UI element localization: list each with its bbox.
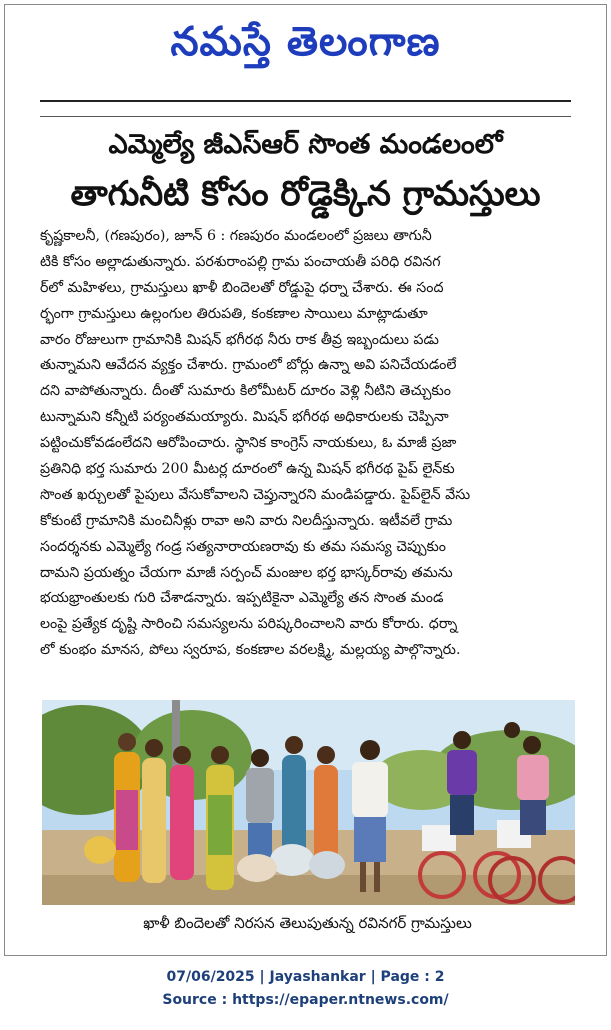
body-line: కృష్ణకాలనీ, (గణపురం), జూన్ 6 : గణపురం మండలంలో ప్రజలు తాగునీ — [40, 228, 432, 244]
top-divider-thin — [40, 116, 571, 117]
article-kicker: ఎమ్మెల్యే జీఎస్ఆర్ సొంత మండలంలో — [108, 129, 503, 160]
article-body — [40, 224, 575, 694]
woman-figure — [142, 739, 166, 883]
body-line: టికి కోసం అల్లాడుతున్నారు. పరశురాంపల్లి గ్రామ పంచాయతీ పరిధి రవినగ — [40, 253, 441, 270]
photo-caption: ఖాళీ బిందెలతో నిరసన తెలుపుతున్న రవినగర్ గ్రామస్తులు — [143, 914, 472, 932]
body-line: సందర్శనకు ఎమ్మెల్యే గండ్ర సత్యనారాయణరావు కు తమ సమస్య చెప్పుకుం — [40, 538, 446, 555]
body-line: దని వాపోతున్నారు. దీంతో సుమారు కిలోమీటర్ దూరం వెళ్లి నీటిని తెచ్చుకుం — [40, 383, 451, 400]
body-line: టున్నామని కన్నీటి పర్యంతమయ్యారు. మిషన్ భగీరథ అధికారులకు చెప్పినా — [40, 409, 449, 426]
woman-figure — [206, 746, 234, 890]
newspaper-masthead: నమస్తే తెలంగాణ — [170, 19, 441, 65]
body-line: పట్టించుకోవడంలేదని ఆరోపించారు. స్థానిక కాంగ్రెస్ నాయకులు, ఓ మాజీ ప్రజా — [40, 435, 457, 452]
body-line: తున్నామని ఆవేదన వ్యక్తం చేశారు. గ్రామంలో బోర్లు ఉన్నా అవి పనిచేయడంలే — [40, 357, 457, 374]
body-line: ర్‌లో మహిళలు, గ్రామస్తులు ఖాళీ బిందెలతో రోడ్డుపై ధర్నా చేశారు. ఈ సంద — [40, 279, 444, 296]
woman-figure — [114, 733, 140, 882]
body-line: లో కుంభం మానస, పోలు స్వరూప, కంకణాల వరలక్ష్మి, మల్లయ్య పాల్గొన్నారు. — [40, 642, 461, 659]
body-line: లంపై ప్రత్యేక దృష్టి సారించి సమస్యలను పరిష్కరించాలని వారు కోరారు. ధర్నా — [40, 616, 458, 633]
article-headline: తాగునీటి కోసం రోడ్డెక్కిన గ్రామస్తులు — [70, 174, 541, 214]
body-line: ర్భంగా గ్రామస్తులు ఉల్లంగుల తిరుపతి, కంకణాల సాయిలు మాట్లాడుతూ — [40, 305, 428, 322]
body-line: సొంత ఖర్చులతో పైపులు వేసుకోవాలని చెప్తున్నారని మండిపడ్డారు. పైప్‌లైన్ వేసు — [40, 486, 471, 503]
body-line: ప్రతినిధి భర్త సుమారు 200 మీటర్ల దూరంలో ఉన్న మిషన్ భగీరథ పైప్ లైన్‌కు — [40, 461, 455, 478]
body-line: వారం రోజులుగా గ్రామానికి మిషన్ భగీరథ నీరు రాక తీవ్ర ఇబ్బందులు పడు — [40, 331, 439, 348]
top-divider — [40, 100, 571, 102]
body-line: దామని ప్రయత్నం చేయగా మాజీ సర్పంచ్ మంజుల భర్త భాస్కర్‌రావు తమను — [40, 564, 453, 581]
body-line: కోకుంటే గ్రామానికి మంచినీళ్లు రావా అని వారు నిలదీస్తున్నారు. ఇటీవలే గ్రామ — [40, 512, 453, 529]
footer-date-edition: 07/06/2025 | Jayashankar | Page : 2 — [166, 969, 445, 985]
body-line: భయభ్రాంతులకు గురి చేశాడన్నారు. ఇప్పటికైనా ఎమ్మెల్యే తన సొంత మండ — [40, 590, 444, 607]
protest-photo — [42, 700, 575, 905]
footer-source-link[interactable]: Source : https://epaper.ntnews.com/ — [162, 992, 449, 1008]
